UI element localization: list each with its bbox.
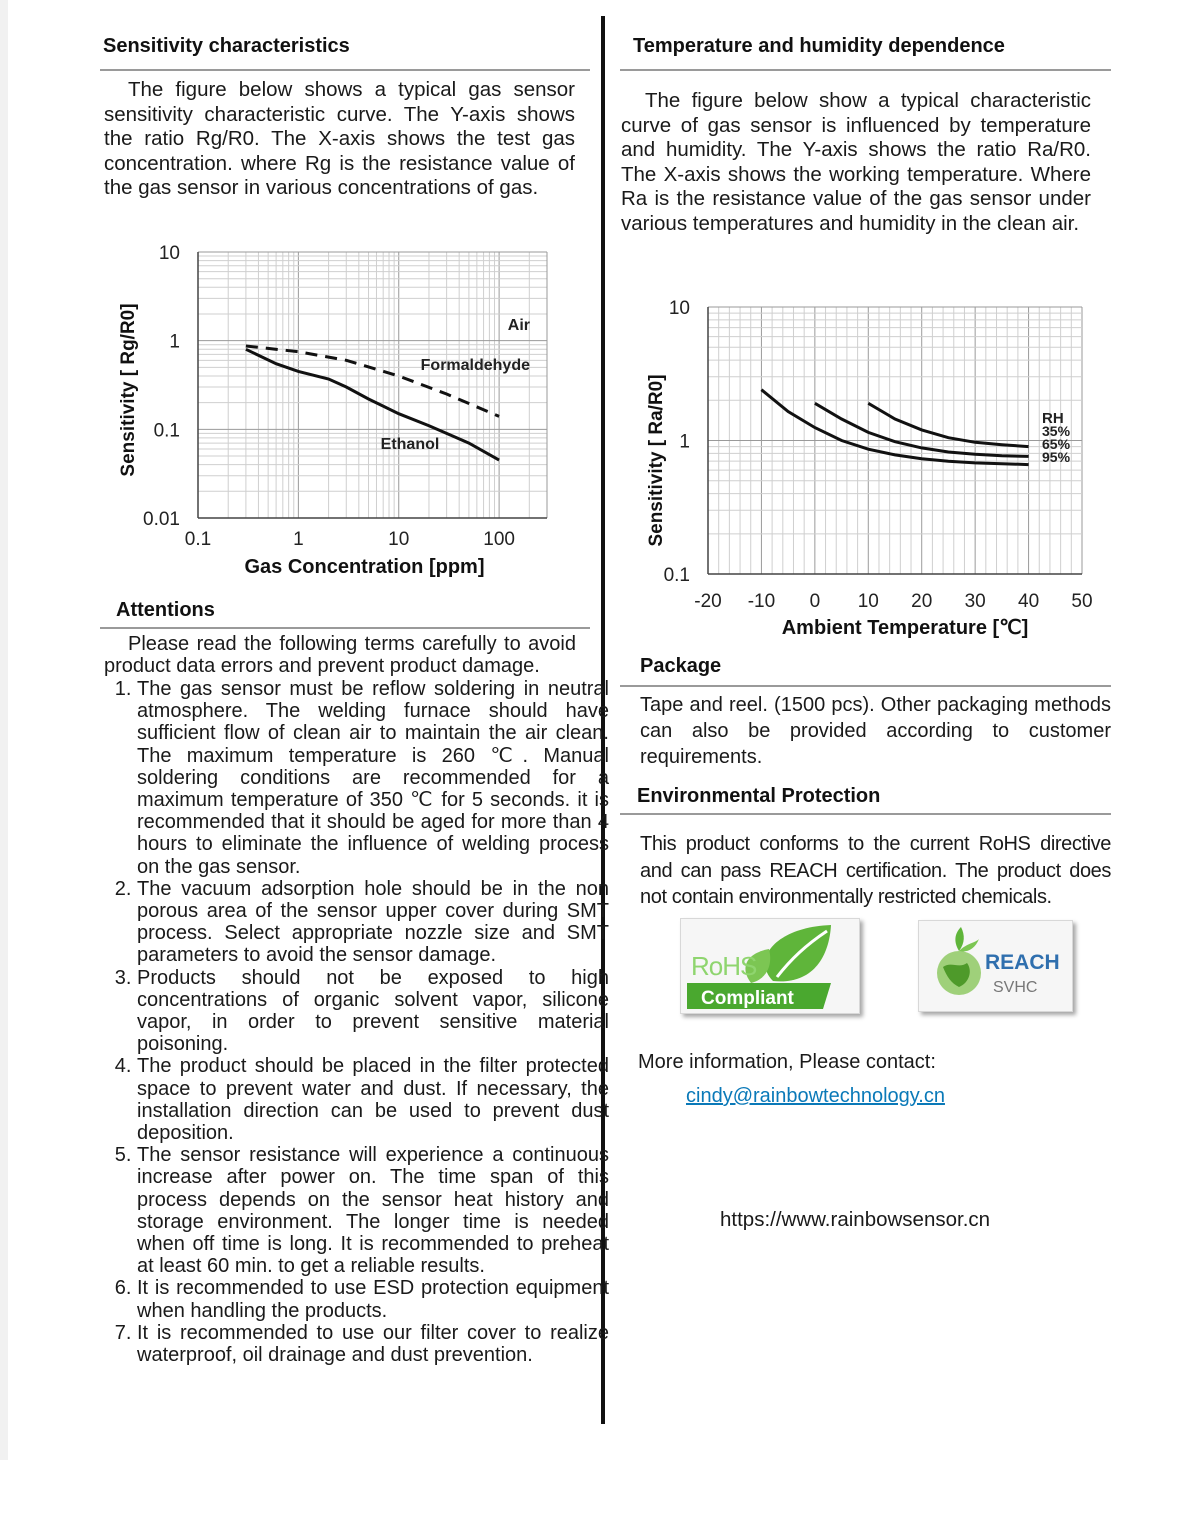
package-text: Tape and reel. (1500 pcs). Other packaging methods can also be provided according to customer requirements. [640,694,1111,768]
x-tick-label: -20 [694,591,722,612]
website-url[interactable]: https://www.rainbowsensor.cn [720,1208,991,1231]
attentions-intro [104,633,576,677]
contact-email-wrap [686,1085,945,1108]
sensitivity-chart-svg [100,230,600,600]
sensitivity-paragraph [104,78,575,201]
package-heading: Package [640,655,722,677]
attention-item: 6. It is recommended to use ESD protection equipment when handling the products. [137,1277,609,1321]
x-tick-label: 30 [964,591,986,612]
attentions-rule [100,627,590,629]
series-label-formaldehyde: Formaldehyde [420,357,530,374]
y-tick-label: 0.1 [153,420,180,442]
x-tick-label: 20 [911,591,933,612]
rohs-compliant-label: Compliant [701,988,794,1009]
series-label-air: Air [507,317,530,334]
temperature-paragraph [621,89,1091,236]
legend-item: 95% [1042,449,1071,465]
reach-svhc-label: SVHC [993,979,1038,996]
attention-item: 5. The sensor resistance will experience a continuous increase after power on. The time span of this process depends on the sensor heat history and storage environment. The longer time is needed when off time is long. It is recommended to preheat at least 60 min. to get a reliable results. [137,1144,609,1277]
x-tick-label: 100 [483,529,515,550]
rohs-label: RoHS [691,951,757,981]
y-tick-label: 10 [668,298,690,319]
legend-item: 65% [1042,436,1071,452]
contact-email-link[interactable]: cindy@rainbowtechnology.cn [686,1085,945,1107]
x-tick-label: 1 [293,529,304,550]
x-tick-label: 10 [388,529,410,550]
attention-item: 2. The vacuum adsorption hole should be in the non porous area of the sensor upper cover during SMT process. Select appropriate nozzle size and SMT parameters to avoid the sensor damage. [137,878,609,967]
temperature-paragraph-text: The figure below show a typical characteristic curve of gas sensor is influenced by temperature and humidity. The Y-axis shows the ratio Ra/R0. The X-axis shows the working temperature. Where Ra is the resistance value of the gas sensor under various temperatures and humidity in the clean air. [621,89,1091,235]
temperature-chart [620,280,1120,650]
x-tick-label: -10 [747,591,776,612]
environment-heading: Environmental Protection [637,785,881,807]
series-label-ethanol: Ethanol [380,436,440,453]
reach-label: REACH [985,951,1060,974]
contact-label: More information, Please contact: [638,1051,936,1073]
legend-item: 35% [1042,423,1071,439]
x-tick-label: 0.1 [184,529,212,550]
sensitivity-paragraph-text: The figure below shows a typical gas sensor sensitivity characteristic curve. The Y-axis shows the ratio Rg/R0. The X-axis shows the test gas concentration. where Rg is the resistance value of the gas sensor in various concentrations of gas. [104,78,575,199]
sensitivity-heading: Sensitivity characteristics [103,35,350,57]
reach-globe-icon [929,921,989,1011]
y-axis-label: Sensitivity [ Rg/R0] [118,303,139,477]
y-tick-label: 1 [169,331,180,353]
sensitivity-chart [100,230,600,600]
x-tick-label: 50 [1071,591,1093,612]
attention-item: 4. The product should be placed in the filter protected space to prevent water and dust. If necessary, the installation direction can be used to prevent dust deposition. [137,1055,609,1144]
y-tick-label: 0.01 [143,509,180,530]
environment-rule [620,813,1111,815]
temperature-chart-svg [620,280,1120,650]
y-tick-label: 1 [679,431,690,453]
y-axis-label: Sensitivity [ Ra/R0] [646,374,667,547]
x-tick-label: 40 [1018,591,1040,612]
x-axis-label: Gas Concentration [ppm] [244,556,485,578]
page-left-edge [0,0,8,1460]
reach-badge [918,920,1073,1012]
temperature-rule [620,69,1111,71]
sensitivity-rule [100,69,590,71]
y-tick-label: 0.1 [663,565,690,586]
temperature-heading: Temperature and humidity dependence [633,35,1005,57]
attention-item: 3. Products should not be exposed to high concentrations of organic solvent vapor, silicone vapor, in order to prevent sensitive material poisoning. [137,967,609,1056]
legend-title: RH [1042,410,1064,427]
attentions-heading: Attentions [116,599,215,621]
attention-item: 7. It is recommended to use our filter cover to realize waterproof, oil drainage and dust prevention. [137,1322,609,1366]
attentions-intro-text: Please read the following terms carefully to avoid product data errors and prevent product damage. [104,633,576,678]
x-tick-label: 10 [857,591,879,612]
x-tick-label: 0 [809,591,821,612]
attention-item: 1. The gas sensor must be reflow soldering in neutral atmosphere. The welding furnace should have sufficient flow of clean air to maintain the air clean. The maximum temperature is 260 ℃. Manual soldering conditions are recommended for a maximum temperature of 350 ℃ for 5 seconds. it is recommended that it should be aged for more than 4 hours to eliminate the influence of welding process on the gas sensor. [137,678,609,878]
x-axis-label: Ambient Temperature [℃] [781,617,1029,639]
environment-text: This product conforms to the current RoHS directive and can pass REACH certification. The product does not contain environmentally restricted chemicals. [640,833,1111,908]
attentions-list [104,678,609,1366]
y-tick-label: 10 [158,243,180,264]
package-rule [620,685,1111,687]
rohs-badge [680,918,860,1014]
